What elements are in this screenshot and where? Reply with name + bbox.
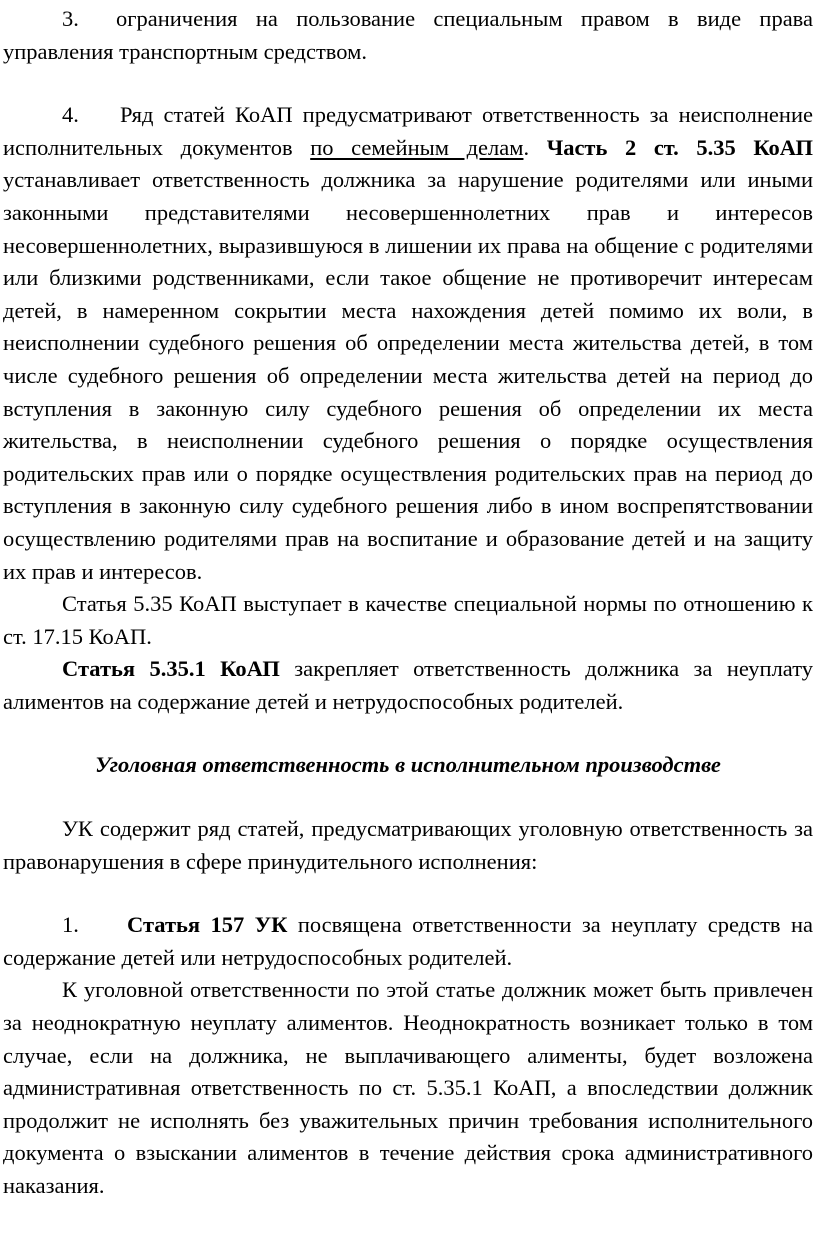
paragraph-text: закрепляет ответственность должника за неуплату алиментов на содержание детей и нетрудоспособных родителей. xyxy=(3,656,813,714)
paragraph xyxy=(3,974,813,1202)
paragraph-text: . xyxy=(523,134,547,160)
paragraph-text: Статья 5.35 КоАП выступает в качестве специальной нормы по отношению к ст. 17.15 КоАП. xyxy=(3,591,813,649)
paragraph-text: К уголовной ответственности по этой статье должник может быть привлечен за неоднократную неуплату алиментов. Неоднократность возникает только в том случае, если на должника, не выплачивающего алименты, будет возложена административная ответственность по ст. 5.35.1 КоАП, а впоследствии должник продолжит не исполнять без уважительных причин требования исполнительного документа о взыскании алиментов в течение действия срока административного наказания. xyxy=(3,977,813,1198)
paragraph xyxy=(3,588,813,653)
document-page xyxy=(3,0,813,1203)
family-cases-link[interactable]: по семейным делам xyxy=(310,134,524,160)
spacer xyxy=(3,68,813,99)
spacer xyxy=(3,878,813,909)
list-number: 4. xyxy=(62,102,79,128)
list-item-3 xyxy=(3,3,813,68)
paragraph-text: УК содержит ряд статей, предусматривающих уголовную ответственность за правонарушения в сфере принудительного исполнения: xyxy=(3,816,813,874)
spacer xyxy=(3,718,813,749)
list-number: 1. xyxy=(62,912,79,938)
paragraph-text: ограничения на пользование специальным правом в виде права управления транспортным средством. xyxy=(3,6,813,64)
article-reference: Часть 2 ст. 5.35 КоАП xyxy=(546,134,813,160)
article-reference: Статья 5.35.1 КоАП xyxy=(62,656,280,682)
paragraph xyxy=(3,813,813,878)
section-heading: Уголовная ответственность в исполнительном производстве xyxy=(95,752,721,778)
paragraph-text: посвящена ответственности за неуплату средств на содержание детей или нетрудоспособных родителей. xyxy=(3,912,813,970)
list-item-4 xyxy=(3,99,813,588)
list-number: 3. xyxy=(62,6,79,31)
article-reference: Статья 157 УК xyxy=(127,912,288,938)
paragraph xyxy=(3,653,813,718)
list-item-1 xyxy=(3,909,813,974)
paragraph-text: Ряд статей КоАП предусматривают ответственность за неисполнение исполнительных документов xyxy=(3,102,813,160)
spacer xyxy=(3,782,813,813)
paragraph-text: устанавливает ответственность должника за нарушение родителями или иными законными представителями несовершеннолетних прав и интересов несовершеннолетних, выразившуюся в лишении их права на общение с родителями или близкими родственниками, если такое общение не противоречит интересам детей, в намеренном сокрытии места нахождения детей помимо их воли, в неисполнении судебного решения об определении места жительства детей, в том числе судебного решения об определении места жительства детей на период до вступления в законную силу судебного решения об определении их места жительства, в неисполнении судебного решения о порядке осуществления родительских прав или о порядке осуществления родительских прав на период до вступления в законную силу судебного решения либо в ином воспрепятствовании осуществлению родителями прав на воспитание и образование детей и на защиту их прав и интересов. xyxy=(3,167,813,584)
